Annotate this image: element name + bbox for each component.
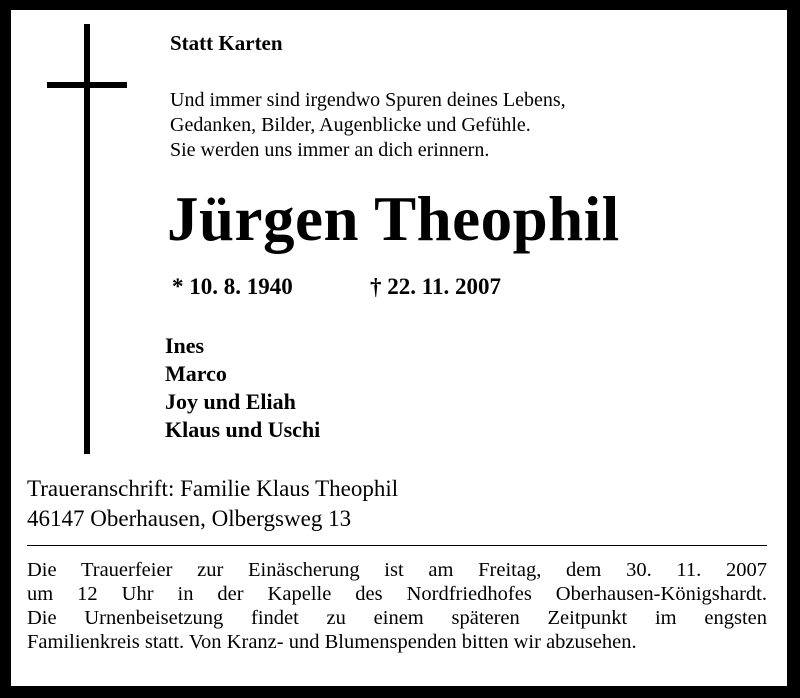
death-date: † 22. 11. 2007 [370, 274, 501, 299]
mourner: Joy und Eliah [165, 389, 296, 414]
birth-date: * 10. 8. 1940 [172, 274, 293, 299]
mourners-list [165, 332, 320, 444]
verse-line: Und immer sind irgendwo Spuren deines Lebens, [170, 89, 566, 111]
address-line: 46147 Oberhausen, Olbergsweg 13 [27, 506, 352, 531]
mourner: Klaus und Uschi [165, 417, 321, 442]
mourner: Ines [165, 333, 205, 358]
verse-line: Gedanken, Bilder, Augenblicke und Gefühle. [170, 114, 531, 136]
heading: Statt Karten [170, 31, 283, 55]
deceased-name: Jürgen Theophil [167, 184, 620, 254]
divider [27, 545, 767, 546]
ceremony-line: um 12 Uhr in der Kapelle des Nordfriedhofes Oberhausen-Königshardt. [27, 583, 767, 605]
ceremony-line: Familienkreis statt. Von Kranz- und Blumenspenden bitten wir abzusehen. [27, 631, 637, 653]
verse-line: Sie werden uns immer an dich erinnern. [170, 139, 490, 161]
ceremony-line: Die Urnenbeisetzung findet zu einem späteren Zeitpunkt im engsten [27, 607, 767, 629]
cross-icon-bar [47, 82, 127, 88]
address-line: Traueranschrift: Familie Klaus Theophil [27, 476, 399, 501]
mourning-address [27, 474, 398, 534]
ceremony-line: Die Trauerfeier zur Einäscherung ist am Freitag, dem 30. 11. 2007 [27, 559, 767, 581]
cross-icon [84, 24, 90, 454]
ceremony-info [27, 558, 767, 654]
mourner: Marco [165, 361, 227, 386]
verse [170, 88, 566, 163]
